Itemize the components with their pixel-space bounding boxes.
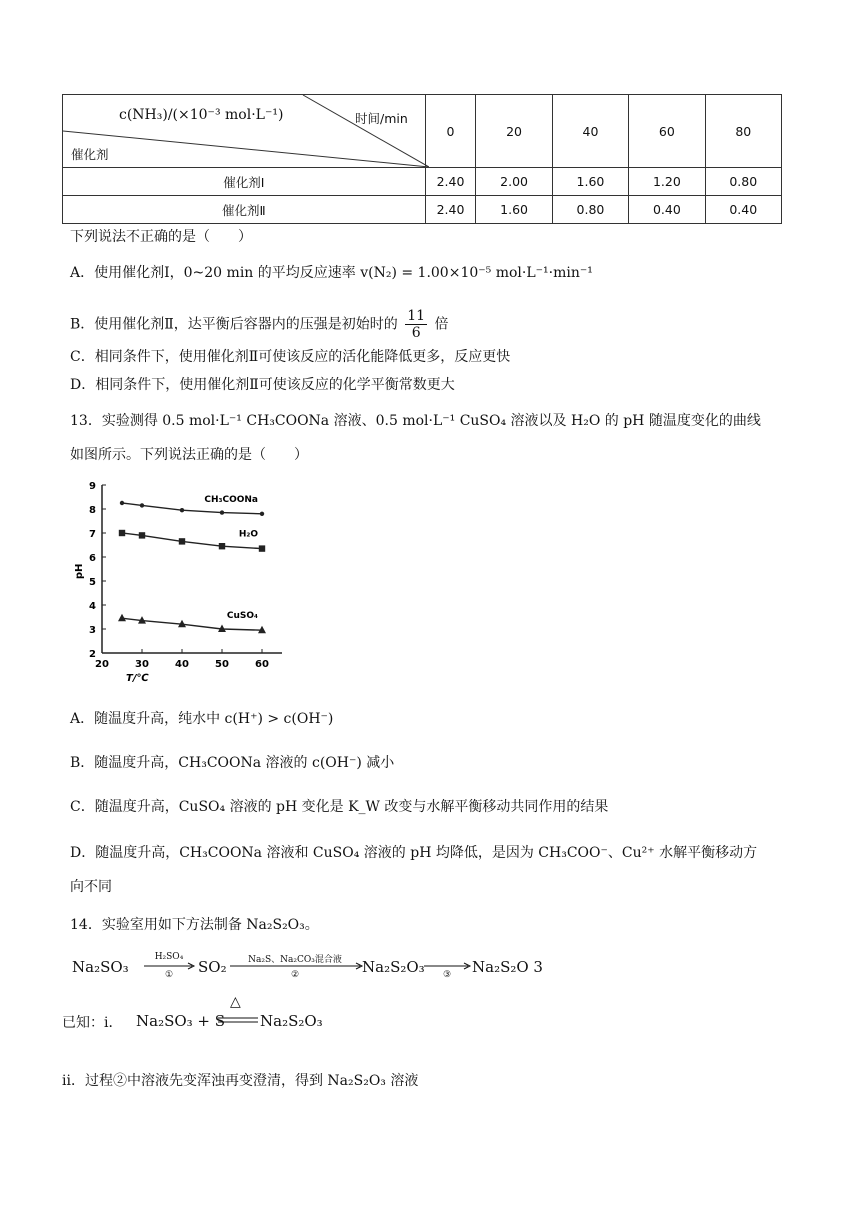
arrow-icon	[424, 962, 472, 970]
data-point	[260, 512, 264, 516]
table-row	[63, 196, 782, 224]
table-cell: 2.40	[425, 196, 476, 224]
q13-option-d-line2: 向不同	[70, 879, 112, 895]
table-cell: 0.40	[629, 196, 705, 224]
heat-symbol: △	[230, 994, 241, 1010]
known-ii: ii．过程②中溶液先变浑浊再变澄清，得到 Na₂S₂O₃ 溶液	[62, 1073, 419, 1089]
catalyst-table	[62, 94, 782, 224]
q12-option-c: C．相同条件下，使用催化剂Ⅱ可使该反应的活化能降低更多，反应更快	[70, 349, 511, 365]
data-point	[139, 532, 145, 538]
product-na2s2o3: Na₂S₂O₃	[362, 958, 425, 976]
q13-stem-line1: 13．实验测得 0.5 mol·L⁻¹ CH₃COONa 溶液、0.5 mol·L⁻¹ CuSO₄ 溶液以及 H₂O 的 pH 随温度变化的曲线	[70, 413, 761, 429]
diagonal-divider	[63, 95, 429, 167]
table-cell: 2.00	[476, 168, 552, 196]
table-cell: 0.80	[552, 196, 628, 224]
row-label: 催化剂Ⅱ	[63, 196, 426, 224]
time-header-3: 60	[629, 95, 705, 168]
q12-stem: 下列说法不正确的是（ ）	[70, 229, 252, 245]
arrow-icon	[144, 962, 196, 970]
q13-option-a: A．随温度升高，纯水中 c(H⁺) > c(OH⁻)	[70, 711, 334, 727]
product-so2: SO₂	[198, 958, 227, 976]
corner-bottom-label: 催化剂	[71, 147, 109, 162]
reaction-scheme	[72, 944, 672, 984]
data-point	[120, 501, 124, 505]
arrow1-top: H₂SO₄	[154, 952, 184, 962]
time-header-2: 40	[552, 95, 628, 168]
data-point	[180, 508, 184, 512]
y-tick-label: 9	[89, 481, 96, 492]
reactant-na2so3: Na₂SO₃	[72, 958, 129, 976]
series-label: H₂O	[238, 529, 258, 540]
ph-temperature-chart	[70, 475, 290, 685]
corner-top-label: c(NH₃)/(×10⁻³ mol·L⁻¹)	[119, 107, 284, 123]
arrow1-bottom: ①	[164, 970, 174, 980]
x-tick-label: 20	[95, 659, 109, 670]
y-axis-label: pH	[74, 563, 85, 580]
known-label: 已知：i．	[62, 1015, 123, 1031]
data-point	[118, 614, 126, 622]
row-label: 催化剂Ⅰ	[63, 168, 426, 196]
table-cell: 0.40	[705, 196, 781, 224]
table-cell: 2.40	[425, 168, 476, 196]
time-header-1: 20	[476, 95, 552, 168]
y-tick-label: 5	[89, 577, 96, 588]
y-tick-label: 2	[89, 649, 96, 660]
x-tick-label: 50	[215, 659, 229, 670]
table-cell: 1.20	[629, 168, 705, 196]
table-cell: 1.60	[552, 168, 628, 196]
data-point	[259, 545, 265, 551]
known-lhs: Na₂SO₃ + S	[136, 1012, 226, 1030]
table-cell: 0.80	[705, 168, 781, 196]
x-tick-label: 30	[135, 659, 149, 670]
table-corner-cell	[63, 95, 426, 168]
known-rhs: Na₂S₂O₃	[260, 1012, 323, 1030]
data-point	[219, 543, 225, 549]
product-final: Na₂S₂O 3	[472, 958, 543, 976]
y-tick-label: 8	[89, 505, 96, 516]
series-label: CH₃COONa	[204, 494, 258, 505]
q13-option-d-line1: D．随温度升高，CH₃COONa 溶液和 CuSO₄ 溶液的 pH 均降低，是因为 CH₃COO⁻、Cu²⁺ 水解平衡移动方	[70, 845, 758, 861]
corner-right-label: 时间/min	[355, 111, 408, 126]
q12-option-a: A．使用催化剂Ⅰ，0~20 min 的平均反应速率 v(N₂) = 1.00×10⁻⁵ mol·L⁻¹·min⁻¹	[70, 265, 593, 281]
time-header-4: 80	[705, 95, 781, 168]
fraction	[405, 308, 427, 341]
arrow2-top: Na₂S、Na₂CO₃混合液	[248, 955, 342, 965]
series-label: CuSO₄	[226, 611, 258, 622]
table-row	[63, 168, 782, 196]
x-tick-label: 60	[255, 659, 269, 670]
y-tick-label: 6	[89, 553, 96, 564]
q12-option-b-suffix: 倍	[434, 316, 449, 333]
data-point	[140, 503, 144, 507]
fraction-numerator: 11	[407, 308, 426, 324]
known-i	[62, 994, 462, 1038]
y-tick-label: 7	[89, 529, 96, 540]
q13-stem-line2: 如图所示。下列说法正确的是（ ）	[70, 447, 308, 463]
equals-sign	[218, 1017, 260, 1023]
arrow3-bottom: ③	[442, 970, 452, 980]
q12-option-b	[70, 308, 449, 341]
q13-option-c: C．随温度升高，CuSO₄ 溶液的 pH 变化是 K_W 改变与水解平衡移动共同作用的结果	[70, 799, 609, 815]
data-point	[119, 530, 125, 536]
q13-option-b: B．随温度升高，CH₃COONa 溶液的 c(OH⁻) 减小	[70, 755, 395, 771]
arrow2-bottom: ②	[290, 970, 300, 980]
q12-option-d: D．相同条件下，使用催化剂Ⅱ可使该反应的化学平衡常数更大	[70, 377, 455, 393]
q12-option-b-text: B．使用催化剂Ⅱ，达平衡后容器内的压强是初始时的	[70, 316, 398, 333]
q14-stem: 14．实验室用如下方法制备 Na₂S₂O₃。	[70, 917, 319, 933]
time-header-0: 0	[425, 95, 476, 168]
table-cell: 1.60	[476, 196, 552, 224]
arrow-icon	[230, 962, 364, 970]
y-tick-label: 4	[89, 601, 96, 612]
x-tick-label: 40	[175, 659, 189, 670]
x-axis-label: T/℃	[126, 673, 149, 684]
y-tick-label: 3	[89, 625, 96, 636]
fraction-denominator: 6	[411, 325, 421, 341]
data-point	[179, 538, 185, 544]
data-point	[220, 510, 224, 514]
